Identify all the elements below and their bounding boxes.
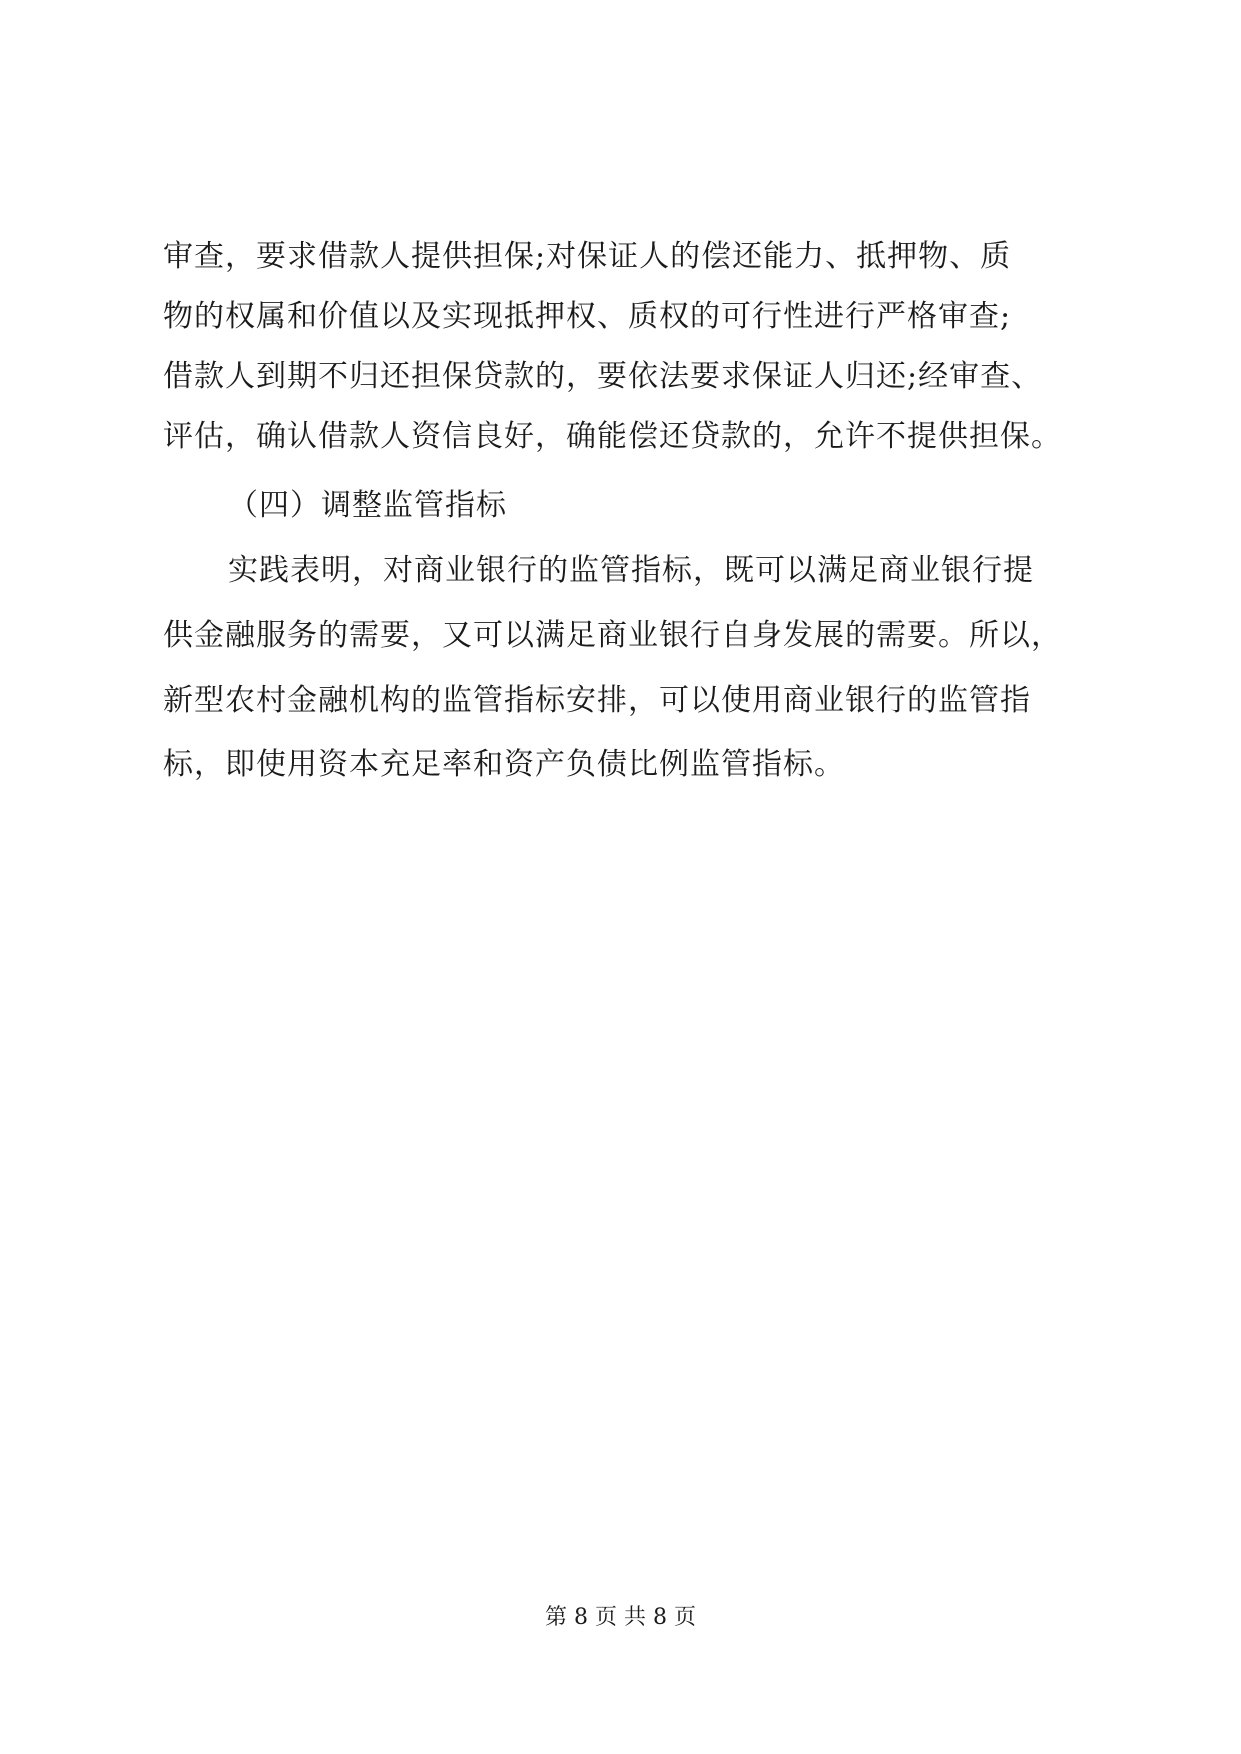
section-heading: （四）调整监管指标 <box>228 488 507 523</box>
paragraph-line-2: 供金融服务的需要，又可以满足商业银行自身发展的需要。所以， <box>163 618 1062 653</box>
body-line-4: 评估，确认借款人资信良好，确能偿还贷款的，允许不提供担保。 <box>163 419 1062 454</box>
body-line-3: 借款人到期不归还担保贷款的，要依法要求保证人归还;经审查、 <box>163 359 1043 394</box>
body-line-1: 审查，要求借款人提供担保;对保证人的偿还能力、抵押物、质 <box>163 239 1012 274</box>
page-number-footer: 第 8 页 共 8 页 <box>545 1605 696 1630</box>
paragraph-line-3: 新型农村金融机构的监管指标安排，可以使用商业银行的监管指 <box>163 683 1031 718</box>
body-line-2: 物的权属和价值以及实现抵押权、质权的可行性进行严格审查; <box>163 299 1012 334</box>
paragraph-line-4: 标，即使用资本充足率和资产负债比例监管指标。 <box>163 747 845 782</box>
paragraph-line-1: 实践表明，对商业银行的监管指标，既可以满足商业银行提 <box>228 553 1034 588</box>
